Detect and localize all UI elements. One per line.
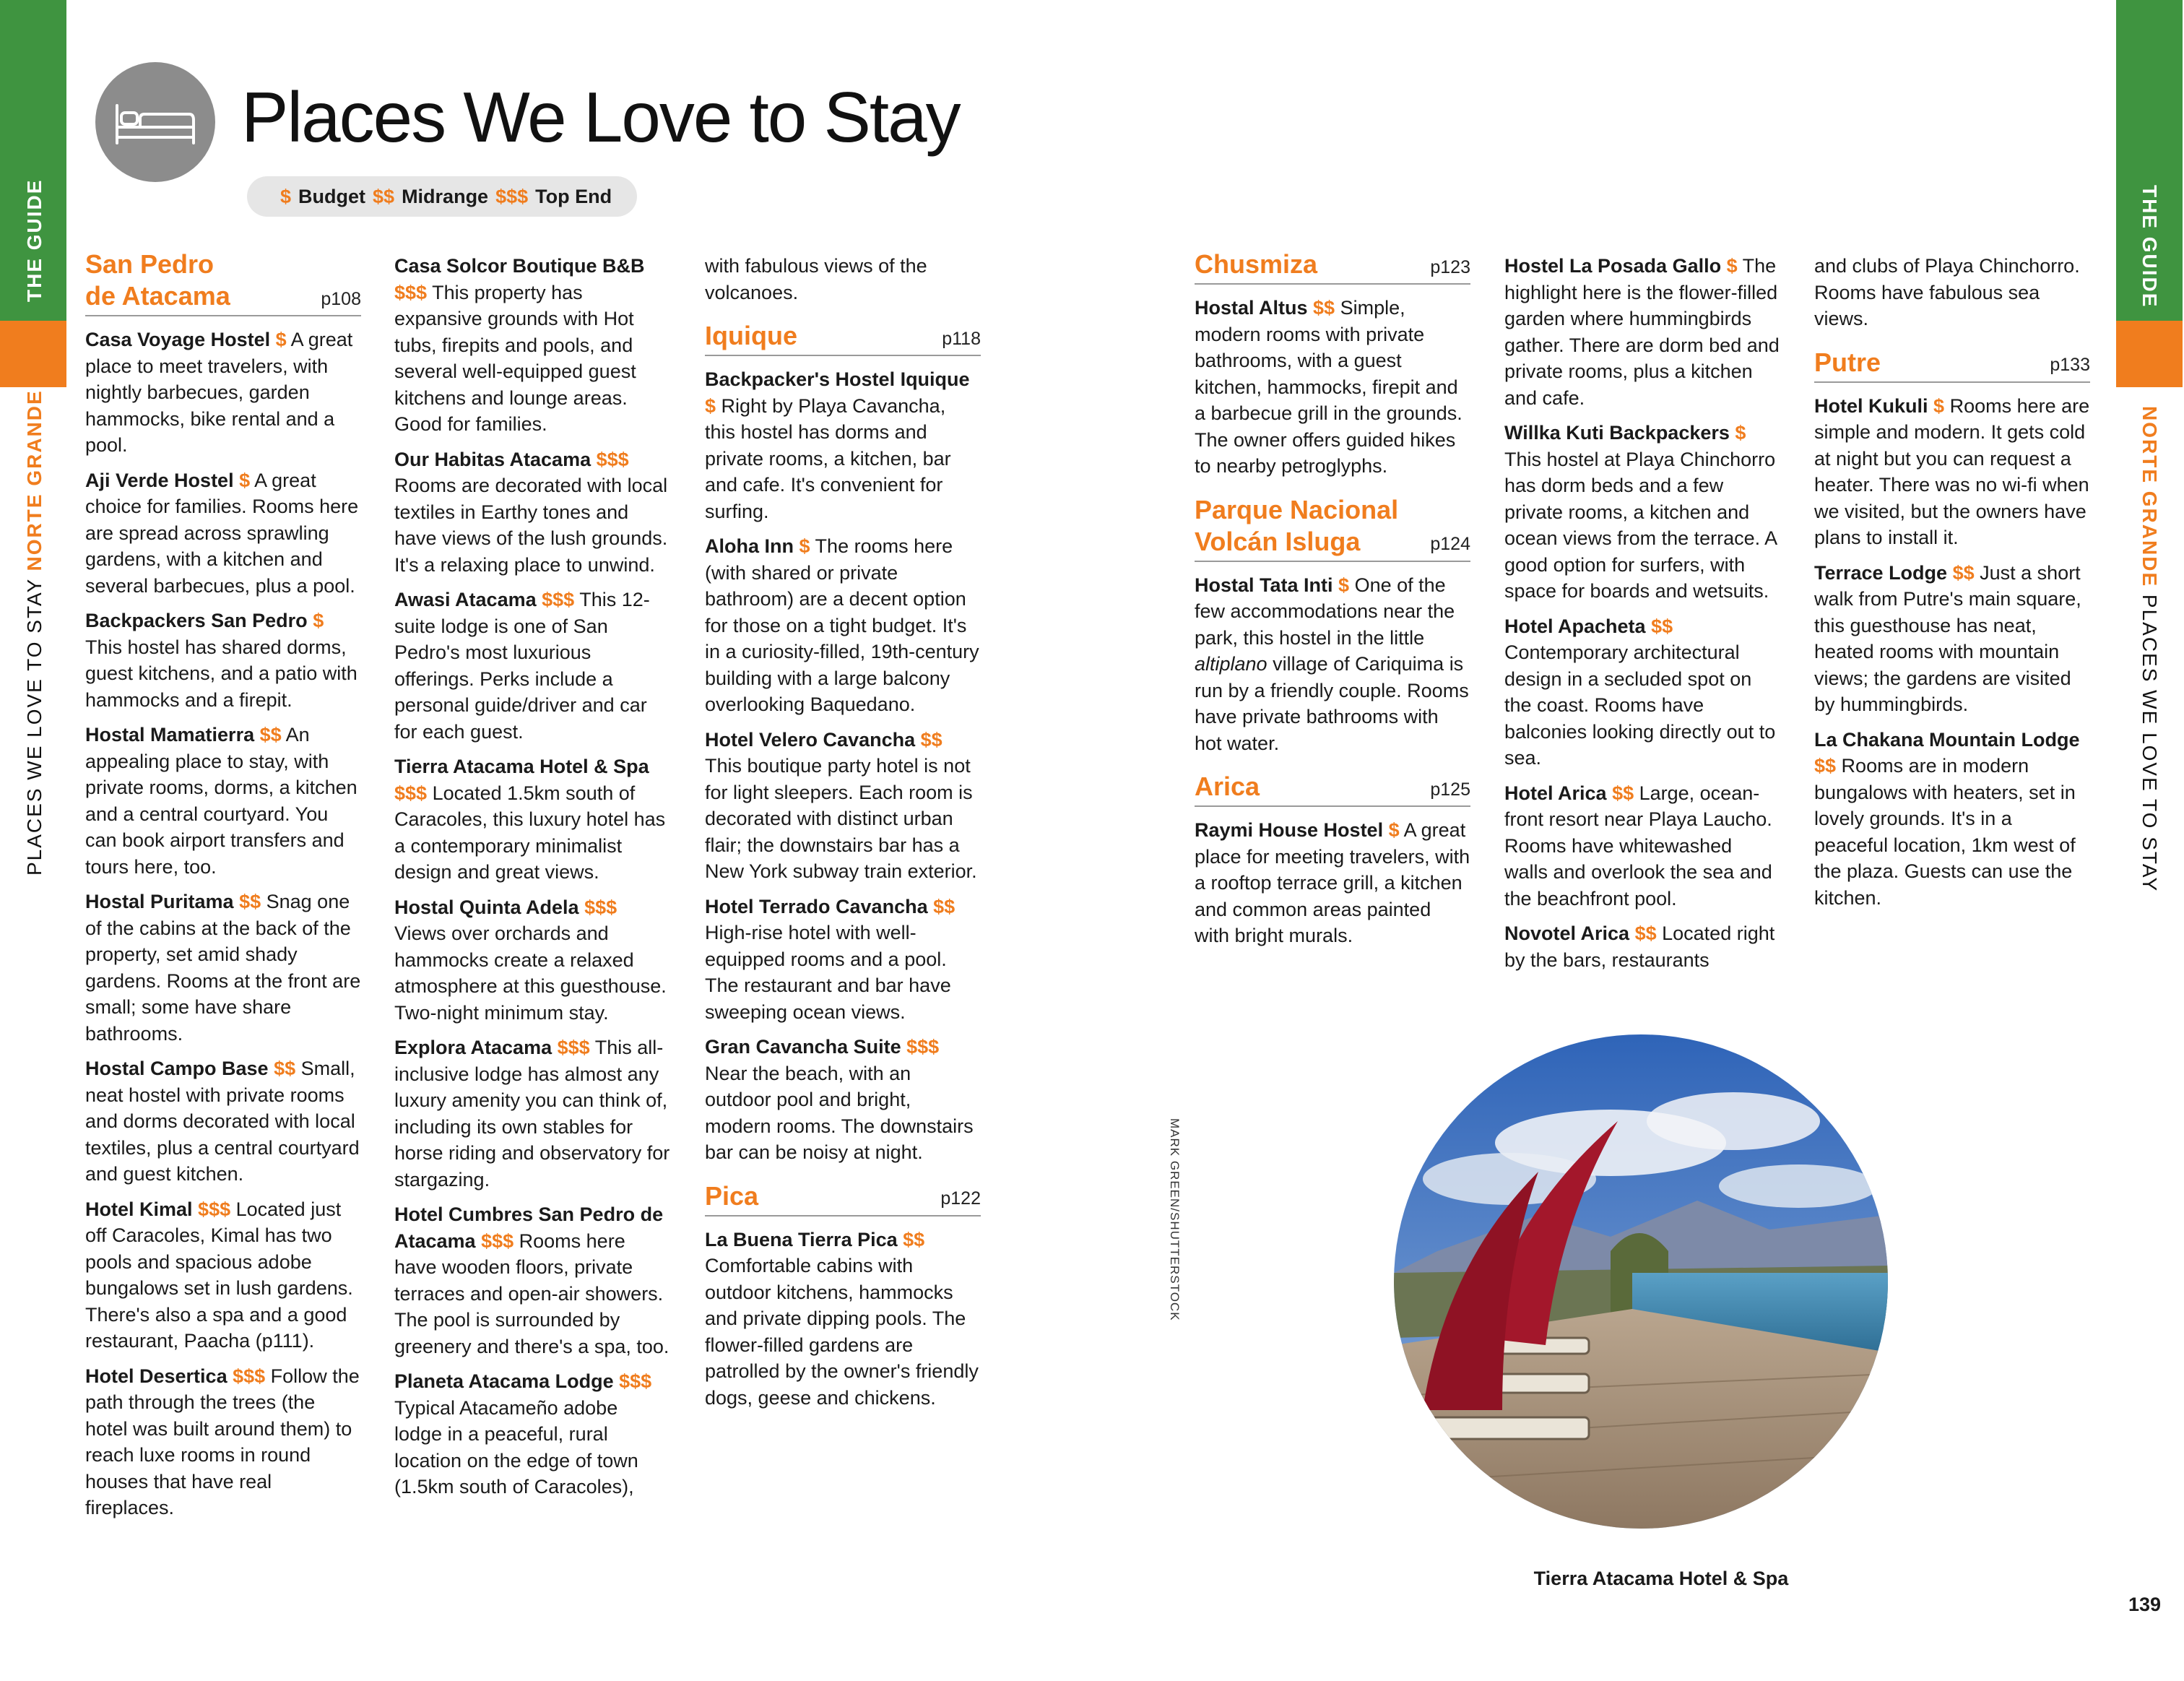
listing-text: Located just off Caracoles, Kimal has two pools and spacious adobe bungalows set in lush gardens. There's also a spa and a good restaurant, Paacha (p111).	[85, 1198, 353, 1352]
listing-puritama	[85, 889, 361, 1047]
listing-text: This boutique party hotel is not for light sleepers. Each room is decorated with distinct urban flair; the downstairs bar has a New York subway train exterior.	[705, 755, 977, 882]
listing-name: Hotel Arica	[1504, 782, 1607, 804]
listing-quinta-adela	[394, 894, 670, 1027]
price-tier: $$	[259, 724, 282, 746]
right-guide-label: THE GUIDE	[2138, 185, 2161, 308]
listing-text: A great place to meet travelers, with nightly barbecues, garden hammocks, bike rental and a pool.	[85, 329, 353, 456]
column-5	[1504, 253, 1780, 982]
listing-name: Casa Solcor Boutique B&B	[394, 255, 645, 277]
listing-name: Raymi House Hostel	[1195, 819, 1384, 841]
region-heading-iquique	[705, 320, 981, 356]
price-tier: $$	[1651, 615, 1673, 637]
region-page-ref: p125	[1430, 779, 1470, 800]
listing-text: Just a short walk from Putre's main square, this guesthouse has neat, heated rooms with mountain views; the gardens are visited by hummingbirds.	[1814, 561, 2081, 715]
region-heading-chusmiza	[1195, 249, 1470, 285]
price-key-midrange-label: Midrange	[402, 185, 489, 207]
listing-name: La Buena Tierra Pica	[705, 1228, 898, 1250]
listing-text: This hostel at Playa Chinchorro has dorm beds and a few private rooms, a kitchen and ocean views from the terrace. A good option for surfers, with space for boards and wetsuits.	[1504, 448, 1777, 602]
region-name: Iquique	[705, 321, 797, 350]
listing-name: Explora Atacama	[394, 1037, 552, 1058]
price-tier: $$	[1952, 561, 1975, 584]
listing-text: village of Cariquima is run by a friendly couple. Rooms have private bathrooms with hot water.	[1195, 653, 1469, 754]
listing-text: A great choice for families. Rooms here are spread across sprawling gardens, with a kitchen and several barbecues, plus a pool.	[85, 469, 359, 597]
region-name-line1: Parque Nacional	[1195, 494, 1399, 524]
price-tier: $$	[920, 728, 942, 751]
price-tier: $	[1735, 422, 1746, 444]
listing-willka-kuti	[1504, 420, 1780, 605]
listing-raymi	[1195, 817, 1470, 949]
region-name: Chusmiza	[1195, 249, 1318, 279]
listing-habitas	[394, 446, 670, 579]
listing-text: The highlight here is the flower-filled garden where hummingbirds gather. There are dorm bed and private rooms, plus a kitchen and cafe.	[1504, 255, 1780, 409]
listing-text-italic: altiplano	[1195, 653, 1268, 675]
listing-text: This property has expansive grounds with Hot tubs, firepits and pools, and several well-equipped guest kitchens and lounge areas. Good for families.	[394, 281, 636, 435]
listing-apacheta	[1504, 613, 1780, 772]
price-tier: $$$	[394, 281, 428, 303]
listing-planeta-continued: with fabulous views of the volcanoes.	[705, 255, 927, 303]
listing-name: Hotel Velero Cavancha	[705, 728, 916, 751]
listing-tata-inti	[1195, 572, 1470, 757]
listing-altus	[1195, 295, 1470, 480]
listing-chakana	[1814, 727, 2090, 912]
region-heading-san-pedro	[85, 249, 361, 316]
price-tier: $	[275, 329, 287, 350]
listing-kimal	[85, 1196, 361, 1354]
price-tier: $	[1338, 574, 1350, 596]
right-section-label	[2138, 406, 2161, 892]
page-title: Places We Love to Stay	[241, 77, 960, 157]
listing-name: Hostel La Posada Gallo	[1504, 255, 1722, 277]
listing-name: La Chakana Mountain Lodge	[1814, 728, 2080, 751]
region-page-ref: p118	[942, 328, 981, 349]
left-side-tab	[0, 0, 66, 1681]
listing-terrado	[705, 894, 981, 1026]
price-tier: $$	[1634, 922, 1657, 944]
region-name: Pica	[705, 1180, 759, 1211]
listing-text: This all-inclusive lodge has almost any luxury amenity you can think of, including its own stables for horse riding and observatory for stargazing.	[394, 1037, 670, 1190]
listing-name: Willka Kuti Backpackers	[1504, 422, 1730, 444]
listing-name: Hotel Terrado Cavancha	[705, 895, 928, 917]
listing-text: One of the few accommodations near the park, this hostel in the little	[1195, 574, 1455, 649]
column-4	[1195, 249, 1470, 958]
listing-text: High-rise hotel with well-equipped rooms and a pool. The restaurant and bar have sweeping ocean views.	[705, 922, 951, 1023]
listing-text: Snag one of the cabins at the back of the property, set amid shady gardens. Rooms at the front are small; some have share bathrooms.	[85, 891, 361, 1045]
region-page-ref: p123	[1430, 256, 1470, 277]
column-3	[705, 253, 981, 1419]
price-tier: $	[705, 394, 716, 417]
price-tier: $$$	[233, 1365, 266, 1387]
cloud	[1719, 1164, 1878, 1208]
listing-campo-base	[85, 1055, 361, 1188]
listing-text: Rooms are decorated with local textiles in Earthy tones and have views of the lush grounds. It's a relaxing place to unwind.	[394, 475, 668, 576]
column-6	[1814, 253, 2090, 920]
listing-name: Hostal Quinta Adela	[394, 896, 579, 918]
price-tier: $	[1933, 394, 1945, 417]
price-tier: $$$	[394, 782, 428, 804]
price-tier: $$	[903, 1228, 925, 1250]
listing-aloha	[705, 533, 981, 718]
region-name	[85, 249, 230, 312]
region-name	[1195, 494, 1398, 558]
column-1	[85, 249, 361, 1530]
region-name-line2: Volcán Isluga	[1195, 526, 1361, 556]
left-section-marker	[0, 321, 66, 387]
listing-text: This 12-suite lodge is one of San Pedro's most luxurious offerings. Perks include a personal guide/driver and car for each guest.	[394, 589, 650, 743]
price-tier: $$$	[198, 1198, 231, 1220]
listing-name: Hotel Kimal	[85, 1198, 193, 1220]
photo-credit: MARK GREEN/SHUTTERSTOCK	[1168, 1118, 1182, 1321]
region-page-ref: p124	[1430, 534, 1470, 554]
listing-name: Terrace Lodge	[1814, 561, 1948, 584]
region-page-ref: p122	[940, 1188, 981, 1209]
price-key-midrange-symbol: $$	[373, 185, 395, 207]
listing-name: Aloha Inn	[705, 535, 794, 557]
listing-name: Planeta Atacama Lodge	[394, 1370, 614, 1392]
listing-name: Backpackers San Pedro	[85, 610, 308, 631]
page-number: 139	[2128, 1594, 2161, 1615]
listing-text: Follow the path through the trees (the hotel was built around them) to reach luxe rooms in round houses that have real fireplaces.	[85, 1365, 360, 1518]
price-tier: $	[239, 469, 251, 491]
price-tier: $$	[1814, 755, 1837, 777]
listing-text: Views over orchards and hammocks create a relaxed atmosphere at this guesthouse. Two-night minimum stay.	[394, 922, 667, 1024]
listing-text: Right by Playa Cavancha, this hostel has dorms and private rooms, a kitchen, bar and cafe. It's convenient for surfing.	[705, 394, 951, 522]
region-name-line2: de Atacama	[85, 281, 230, 311]
cloud	[1647, 1092, 1820, 1150]
price-tier: $	[799, 535, 810, 557]
right-section-marker	[2116, 321, 2183, 387]
listing-text: Simple, modern rooms with private bathrooms, with a guest kitchen, hammocks, firepit and a barbecue grill in the grounds. The owner offers guided hikes to nearby petroglyphs.	[1195, 297, 1462, 477]
listing-name: Hotel Desertica	[85, 1365, 228, 1387]
price-tier: $$	[239, 891, 261, 912]
listing-text: Located right by the bars, restaurants	[1504, 922, 1775, 971]
region-heading-putre	[1814, 347, 2090, 383]
listing-novotel-continued: and clubs of Playa Chinchorro. Rooms have fabulous sea views.	[1814, 255, 2080, 329]
listing-name: Backpacker's Hostel Iquique	[705, 368, 970, 390]
price-tier: $$	[1612, 782, 1634, 804]
price-key-topend-symbol: $$$	[495, 185, 529, 207]
listing-name: Gran Cavancha Suite	[705, 1036, 901, 1058]
bed-icon	[95, 62, 215, 182]
listing-solcor	[394, 253, 670, 438]
listing-name: Aji Verde Hostel	[85, 469, 234, 491]
listing-name: Hostal Puritama	[85, 891, 234, 912]
listing-name: Hostal Campo Base	[85, 1058, 269, 1079]
listing-name: Hostal Tata Inti	[1195, 574, 1333, 596]
listing-planeta	[394, 1368, 670, 1500]
right-section-text: PLACES WE LOVE TO STAY	[2138, 594, 2161, 893]
region-page-ref: p108	[321, 288, 361, 309]
listing-novotel	[1504, 920, 1780, 973]
listing-mamatierra	[85, 722, 361, 880]
listing-text: A great place for meeting travelers, with a rooftop terrace grill, a kitchen and common areas painted with bright murals.	[1195, 819, 1470, 946]
listing-name: Casa Voyage Hostel	[85, 329, 271, 350]
listing-name: Hotel Cumbres San Pedro de Atacama	[394, 1204, 664, 1252]
listing-awasi	[394, 587, 670, 745]
region-heading-pica	[705, 1180, 981, 1217]
price-tier: $$	[1313, 297, 1335, 319]
right-section-highlight: NORTE GRANDE	[2138, 406, 2161, 588]
hotel-photo	[1394, 1034, 1888, 1529]
price-tier: $	[313, 610, 324, 631]
column-2	[394, 253, 670, 1509]
price-tier: $$	[274, 1058, 296, 1079]
listing-text: Rooms are in modern bungalows with heaters, set in lovely grounds. It's in a peaceful location, 1km west of the plaza. Guests can use the kitchen.	[1814, 755, 2076, 909]
listing-casa-voyage	[85, 327, 361, 459]
listing-text: Large, ocean-front resort near Playa Laucho. Rooms have whitewashed walls and overlook the sea and the beachfront pool.	[1504, 782, 1772, 909]
left-guide-label: THE GUIDE	[23, 178, 46, 302]
price-tier: $$$	[542, 589, 575, 610]
listing-name: Hotel Apacheta	[1504, 615, 1646, 637]
region-heading-isluga	[1195, 494, 1470, 562]
price-tier: $$$	[481, 1230, 514, 1252]
region-heading-arica	[1195, 771, 1470, 807]
listing-explora	[394, 1034, 670, 1193]
listing-text: Typical Atacameño adobe lodge in a peaceful, rural location on the edge of town (1.5km south of Caracoles),	[394, 1396, 638, 1498]
price-key-budget-label: Budget	[298, 185, 366, 207]
price-tier: $	[1726, 255, 1738, 277]
price-key-budget-symbol: $	[280, 185, 292, 207]
listing-name: Hostal Altus	[1195, 297, 1308, 319]
left-section-highlight: NORTE GRANDE	[23, 389, 46, 571]
listing-kukuli	[1814, 393, 2090, 551]
region-page-ref: p133	[2050, 355, 2090, 375]
price-key-topend-label: Top End	[535, 185, 612, 207]
listing-text: An appealing place to stay, with private rooms, dorms, a kitchen and a central courtyard. You can book airport transfers and tours here, too.	[85, 724, 358, 878]
hotel-photo-illustration	[1394, 1034, 1888, 1529]
listing-text: The rooms here (with shared or private bathroom) are a decent option for those on a tight budget. It's in a curiosity-filled, 19th-century building with a large balcony overlooking Baquedano.	[705, 535, 979, 715]
listing-velero	[705, 727, 981, 885]
price-tier: $$$	[596, 448, 629, 470]
listing-hotel-arica	[1504, 780, 1780, 912]
price-key	[247, 176, 637, 217]
listing-backpackers-san-pedro	[85, 608, 361, 713]
listing-buena-tierra	[705, 1227, 981, 1412]
listing-text: Contemporary architectural design in a secluded spot on the coast. Rooms have balconies looking directly out to sea.	[1504, 641, 1776, 769]
listing-name: Our Habitas Atacama	[394, 448, 592, 470]
listing-tierra-atacama	[394, 753, 670, 886]
left-section-text: PLACES WE LOVE TO STAY	[23, 578, 46, 876]
price-tier: $$$	[557, 1037, 590, 1058]
price-tier: $$$	[619, 1370, 652, 1392]
price-tier: $	[1388, 819, 1400, 841]
listing-text: Comfortable cabins with outdoor kitchens, hammocks and private dipping pools. The flower-filled gardens are patrolled by the owner's friendly dogs, geese and chickens.	[705, 1255, 979, 1409]
listing-aji-verde	[85, 467, 361, 600]
listing-cumbres	[394, 1201, 670, 1360]
listing-gran-cavancha	[705, 1034, 981, 1166]
listing-desertica	[85, 1363, 361, 1521]
photo-caption: Tierra Atacama Hotel & Spa	[1533, 1568, 1789, 1589]
right-side-tab	[2116, 0, 2183, 1681]
region-name: Putre	[1814, 347, 1881, 377]
listing-text: Rooms here are simple and modern. It gets cold at night but you can request a heater. There was no wi-fi when we visited, but the owners have plans to install it.	[1814, 394, 2090, 548]
region-name-line1: San Pedro	[85, 249, 214, 279]
listing-name: Awasi Atacama	[394, 589, 537, 610]
listing-text: This hostel has shared dorms, guest kitchens, and a patio with hammocks and a firepit.	[85, 636, 358, 711]
listing-backpacker-iquique	[705, 366, 981, 524]
listing-name: Tierra Atacama Hotel & Spa	[394, 756, 649, 777]
price-tier: $$$	[906, 1036, 940, 1058]
listing-posada-gallo	[1504, 253, 1780, 411]
price-tier: $$$	[584, 896, 618, 918]
region-name: Arica	[1195, 772, 1260, 801]
listing-text: Near the beach, with an outdoor pool and bright, modern rooms. The downstairs bar can be noisy at night.	[705, 1062, 974, 1163]
price-tier: $$	[933, 895, 956, 917]
listing-name: Novotel Arica	[1504, 922, 1630, 944]
listing-name: Hostal Mamatierra	[85, 724, 255, 746]
left-section-label	[23, 389, 46, 876]
listing-name: Hotel Kukuli	[1814, 394, 1928, 417]
listing-terrace-lodge	[1814, 560, 2090, 718]
listing-text: Rooms here have wooden floors, private terraces and open-air showers. The pool is surrounded by greenery and there's a spa, too.	[394, 1230, 670, 1357]
listing-text: Located 1.5km south of Caracoles, this luxury hotel has a contemporary minimalist design and great views.	[394, 782, 666, 883]
listing-text: Small, neat hostel with private rooms and dorms decorated with local textiles, plus a central courtyard and guest kitchen.	[85, 1058, 360, 1185]
